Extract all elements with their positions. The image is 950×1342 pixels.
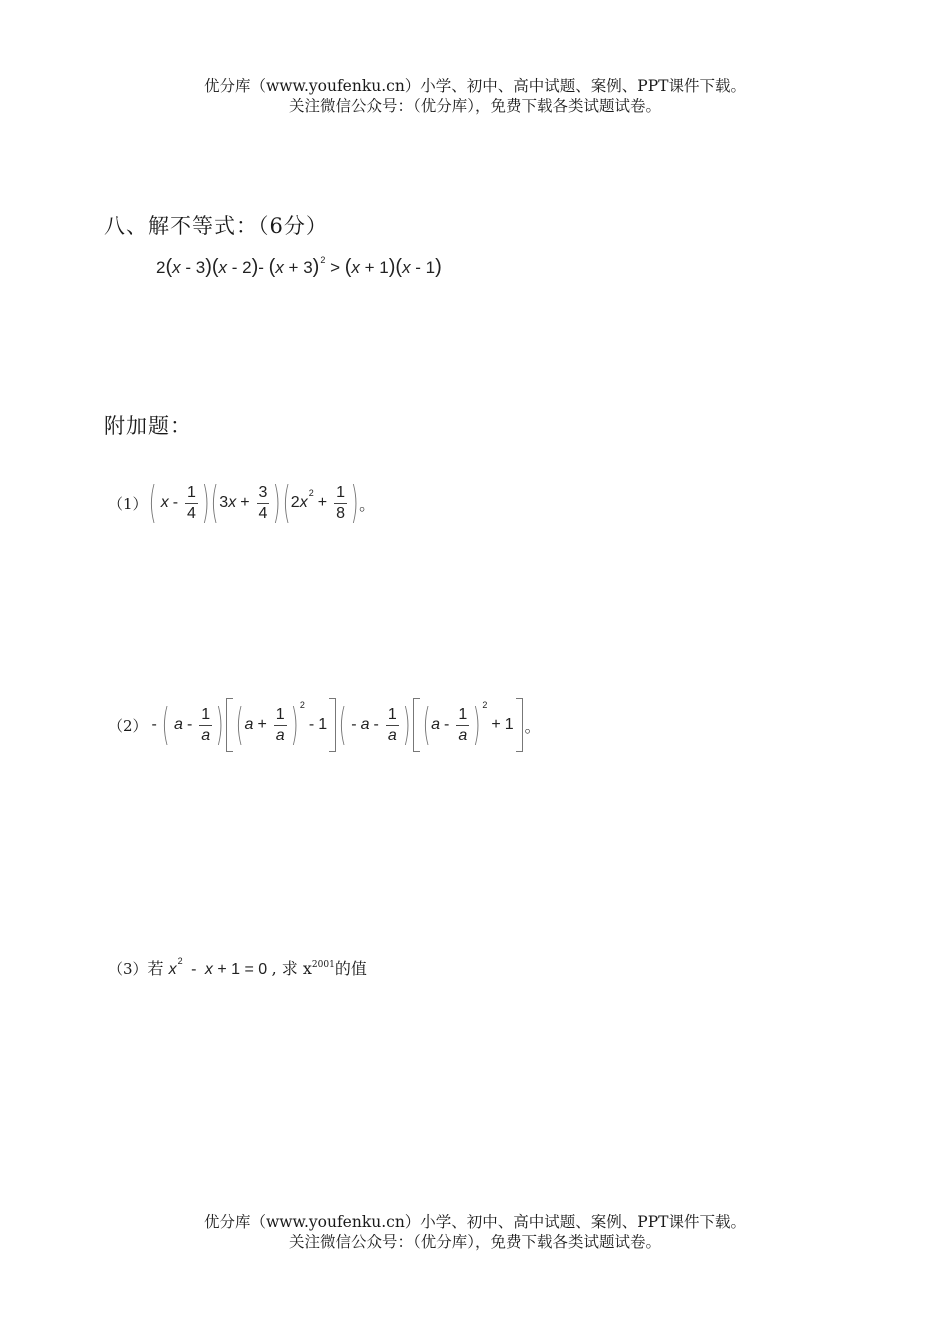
footer-line-2: 关注微信公众号：（优分库），免费下载各类试题试卷。: [288, 1233, 661, 1251]
bonus-problem-2: [108, 698, 541, 752]
problem-3-condition: $x^2 - x + 1 = 0$: [168, 956, 272, 978]
problem-2-expression: - ( a - $\frac{1}{a}$ ) ( a + $\frac{1}{a}$ ) 2 - 1 ( - a - $\frac{1}{a}$ ) ( a - $\frac{1}{a}$ ) 2 + 1: [148, 698, 525, 752]
problem-1-label: （1）: [108, 494, 148, 513]
problem-1-expression: ( x - $\frac{1}{4}$ ) ( 3 x + $\frac{3}{4}$ ) ( 2 x 2 + $\frac{1}{8}$ ): [148, 477, 359, 528]
bonus-title: 附加题：: [104, 414, 192, 438]
header-line-2: 关注微信公众号：（优分库），免费下载各类试题试卷。: [288, 97, 661, 115]
problem-3-tail: 的值: [334, 959, 367, 978]
bonus-problem-3: [108, 956, 367, 979]
problem-3-prefix: 若: [147, 959, 164, 978]
problem-3-power: 2001: [311, 960, 335, 970]
problem-1-end: 。: [359, 494, 376, 514]
footer-line-1: 优分库（www.youfenku.cn）小学、初中、高中试题、案例、PPT课件下载。: [203, 1213, 747, 1231]
section-8-title: 八、解不等式：（6分）: [104, 214, 328, 238]
problem-3-label: （3）: [108, 960, 148, 978]
problem-2-end: 。: [524, 716, 541, 736]
section-8-inequality: 2(x - 3)(x - 2)- $(x + 3)^2 > (x + 1)(x - 1)$: [156, 255, 442, 278]
problem-3-suffix: , 求 x: [271, 959, 312, 978]
problem-2-label: （2）: [108, 716, 148, 735]
page-footer: [0, 1212, 950, 1252]
page-header: [0, 76, 950, 116]
bonus-problem-1: [108, 478, 375, 528]
header-line-1: 优分库（www.youfenku.cn）小学、初中、高中试题、案例、PPT课件下载。: [203, 77, 747, 95]
